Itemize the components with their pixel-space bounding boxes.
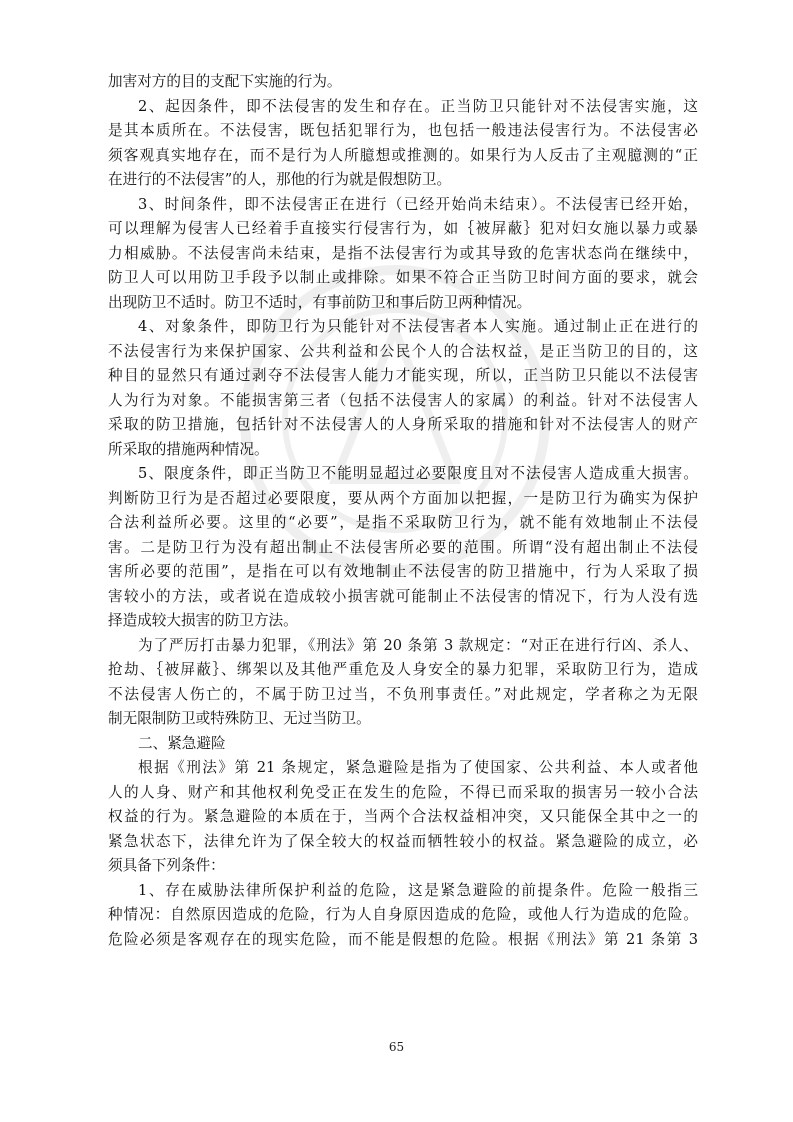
text-line: 为了严厉打击暴力犯罪，《刑法》第 20 条第 3 款规定：“对正在进行行凶、杀人、 [138,636,698,654]
page-number: 65 [388,1040,405,1054]
text-line: 害所必要的范围”，是指在可以有效地制止不法侵害的防卫措施中，行为人采取了损 [108,563,698,580]
text-line: 抢劫、｛被屏蔽｝、绑架以及其他严重危及人身安全的暴力犯罪，采取防卫行为，造成 [108,661,698,678]
text-line: 在进行的不法侵害”的人，那他的行为就是假想防卫。 [108,171,452,188]
text-line: 出现防卫不适时。防卫不适时，有事前防卫和事后防卫两种情况。 [108,293,532,311]
text-line: 不法侵害人伤亡的，不属于防卫过当，不负刑事责任。”对此规定，学者称之为无限 [108,685,698,703]
body-text [108,70,698,952]
text-line: 不法侵害行为来保护国家、公共利益和公民个人的合法权益，是正当防卫的目的，这 [108,342,698,360]
text-line: 择造成较大损害的防卫方法。 [108,612,298,629]
text-line: 可以理解为侵害人已经着手直接实行侵害行为，如｛被屏蔽｝犯对妇女施以暴力或暴 [108,220,698,237]
text-line: 种情况：自然原因造成的危险，行为人自身原因造成的危险，或他人行为造成的危险。 [108,906,698,923]
text-line: 危险必须是客观存在的现实危险，而不能是假想的危险。根据《刑法》第 21 条第 3 [108,930,698,948]
text-line: 二、紧急避险 [138,734,226,752]
text-line: 采取的防卫措施，包括针对不法侵害人的人身所采取的措施和针对不法侵害人的财产 [108,416,698,433]
text-line: 加害对方的目的支配下实施的行为。 [108,73,342,90]
text-line: 须具备下列条件： [108,857,225,874]
text-line: 须客观真实地存在，而不是行为人所臆想或推测的。如果行为人反击了主观臆测的“正 [108,146,698,164]
text-line: 根据《刑法》第 21 条规定，紧急避险是指为了使国家、公共利益、本人或者他 [138,759,698,776]
text-line: 是其本质所在。不法侵害，既包括犯罪行为，也包括一般违法侵害行为。不法侵害必 [108,122,698,139]
text-line: 所采取的措施两种情况。 [108,440,269,458]
text-line: 害较小的方法，或者说在造成较小损害就可能制止不法侵害的情况下，行为人没有选 [108,587,698,605]
text-line: 紧急状态下，法律允许为了保全较大的权益而牺牲较小的权益。紧急避险的成立，必 [108,832,698,850]
text-line: 防卫人可以用防卫手段予以制止或排除。如果不符合正当防卫时间方面的要求，就会 [108,269,698,286]
text-line: 3、时间条件，即不法侵害正在进行（已经开始尚未结束）。不法侵害已经开始， [138,195,698,213]
text-line: 制无限制防卫或特殊防卫、无过当防卫。 [108,710,371,727]
text-line: 害。二是防卫行为没有超出制止不法侵害所必要的范围。所谓“没有超出制止不法侵 [108,538,698,556]
text-line: 4、对象条件，即防卫行为只能针对不法侵害者本人实施。通过制止正在进行的 [138,318,698,335]
text-line: 人为行为对象。不能损害第三者（包括不法侵害人的家属）的利益。针对不法侵害人 [108,391,698,409]
text-line: 1、存在威胁法律所保护利益的危险，这是紧急避险的前提条件。危险一般指三 [138,881,698,899]
text-line: 合法利益所必要。这里的“必要”，是指不采取防卫行为，就不能有效地制止不法侵 [108,514,698,531]
text-line: 种目的显然只有通过剥夺不法侵害人能力才能实现，所以，正当防卫只能以不法侵害 [108,367,698,384]
text-line: 判断防卫行为是否超过必要限度，要从两个方面加以把握，一是防卫行为确实为保护 [108,489,698,507]
text-line: 5、限度条件，即正当防卫不能明显超过必要限度且对不法侵害人造成重大损害。 [138,465,698,482]
text-line: 力相威胁。不法侵害尚未结束，是指不法侵害行为或其导致的危害状态尚在继续中， [108,244,698,262]
text-line: 2、起因条件，即不法侵害的发生和存在。正当防卫只能针对不法侵害实施，这 [138,97,698,115]
text-line: 人的人身、财产和其他权利免受正在发生的危险，不得已而采取的损害另一较小合法 [108,783,698,801]
text-line: 权益的行为。紧急避险的本质在于，当两个合法权益相冲突，又只能保全其中之一的 [108,808,698,825]
